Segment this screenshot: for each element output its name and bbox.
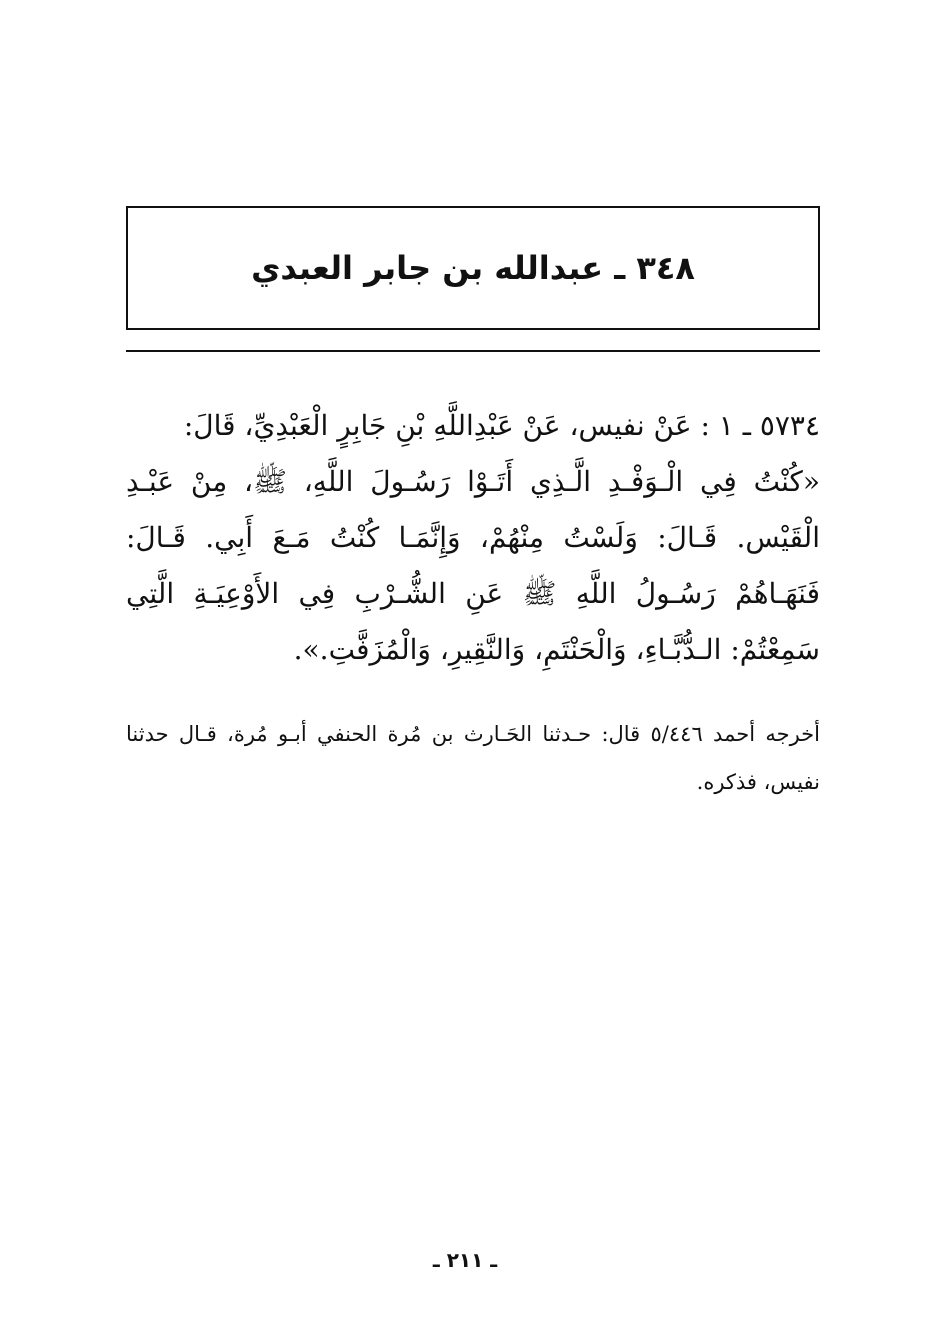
chapter-title: ٣٤٨ ـ عبدالله بن جابر العبدي	[251, 249, 695, 287]
header-rule	[126, 350, 820, 352]
page-number: ـ ٢١١ ـ	[432, 1248, 498, 1272]
takhrij-footnote: أخرجه أحمد ٥/٤٤٦ قال: حـدثنا الحَـارث بن مُرة الحنفي أبـو مُرة، قـال حدثنا نفيس، فذكره.	[126, 722, 820, 794]
hadith-matn: «كُنْتُ فِي الْـوَفْـدِ الَّـذِي أَتَـوْا رَسُـولَ اللَّهِ، ﷺ، مِنْ عَبْـدِ الْقَيْس. قَـالَ: وَلَسْتُ مِنْهُمْ، وَإِنَّمَـا كُنْتُ مَـعَ أَبِي. قَـالَ: فَنَهَـاهُمْ رَسُـولُ اللَّهِ ﷺ عَنِ الشُّـرْبِ فِي الأَوْعِيَـةِ الَّتِي سَمِعْتُمْ: الـدُّبَّـاءِ، وَالْحَنْتَمِ، وَالنَّقِيرِ، وَالْمُزَفَّتِ.».	[126, 465, 820, 666]
chapter-heading-box	[126, 206, 820, 330]
hadith-block	[126, 398, 820, 678]
hadith-isnad: ٥٧٣٤ ـ ١ : عَنْ نفيس، عَنْ عَبْدِاللَّهِ بْنِ جَابِرٍ الْعَبْدِيِّ، قَالَ:	[183, 409, 820, 442]
